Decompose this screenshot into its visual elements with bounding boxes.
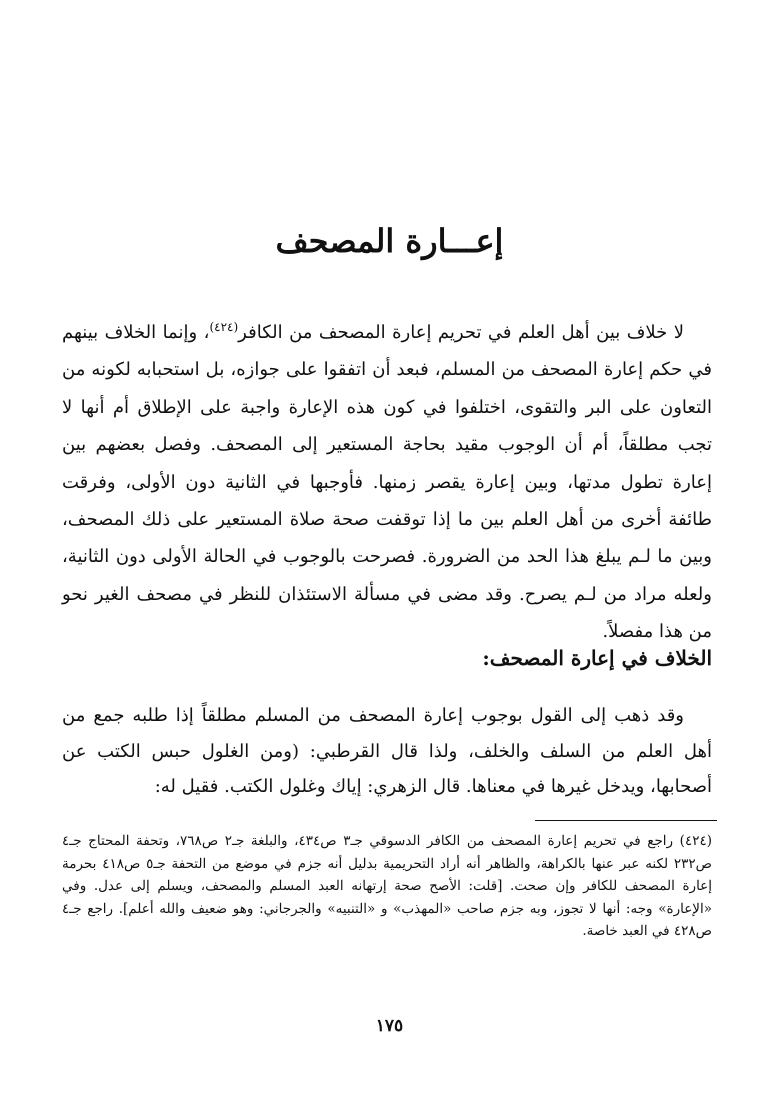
- footnote-reference[interactable]: (٤٢٤): [209, 320, 239, 334]
- footnote-item: [62, 830, 712, 943]
- page-number: ١٧٥: [375, 1016, 404, 1036]
- footnote-number: (٤٢٤): [679, 833, 712, 849]
- paragraph-1-after-ref: ، وإنما الخلاف بينهم في حكم إعارة المصحف من المسلم، فبعد أن اتفقوا على جوازه، بل استحبابه لكونه من التعاون على البر والتقوى، اختلفوا في كون هذه الإعارة واجبة على الإطلاق أم أنها لا تجب مطلقاً، أم أن الوجوب مقيد بحاجة المستعير إلى المصحف. وفصل بعضهم بين إعارة تطول مدتها، وبين إعارة يقصر زمنها. فأوجبها في الثانية دون الأولى، وفرقت طائفة أخرى من أهل العلم بين ما إذا توقفت صحة صلاة المستعير على ذلك المصحف، وبين ما لـم يبلغ هذا الحد من الضرورة. فصرحت بالوجوب في الحالة الأولى دون الثانية، ولعله مراد من لـم يصرح. وقد مضى في مسألة الاستئذان للنظر في مصحف الغير نحو من هذا مفصلاً.: [62, 322, 712, 643]
- page-title: إعـــارة المصحف: [275, 222, 504, 260]
- section-heading: الخلاف في إعارة المصحف:: [482, 646, 712, 670]
- second-paragraph: [62, 698, 712, 805]
- paragraph-1-before-ref: لا خلاف بين أهل العلم في تحريم إعارة المصحف من الكافر: [238, 322, 684, 343]
- main-paragraph: [62, 314, 712, 651]
- footnote-text: راجع في تحريم إعارة المصحف من الكافر الدسوقي جـ٣ ص٤٣٤، والبلغة جـ٢ ص٧٦٨، وتحفة المحتاج جـ٤ ص٢٣٢ لكنه عبر عنها بالكراهة، والظاهر أنه أراد التحريمية بدليل أنه جزم في موضع من التحفة جـ٥ ص٤١٨ بحرمة إعارة المصحف للكافر وإن صحت. [قلت: الأصح صحة إرتهانه العبد المسلم والمصحف، ويسلم إلى عدل. وفي «الإعارة» وجه: أنها لا تجوز، وبه جزم صاحب «المهذب» و «التنبيه» والجرجاني: وهو ضعيف والله أعلم]. راجع جـ٤ ص٤٢٨ في العبد خاصة.: [62, 833, 713, 940]
- footnotes: [62, 830, 712, 943]
- paragraph-1: [62, 314, 712, 651]
- paragraph-2: وقد ذهب إلى القول بوجوب إعارة المصحف من المسلم مطلقاً إذا طلبه جمع من أهل العلم من السلف والخلف، ولذا قال القرطبي: (ومن الغلول حبس الكتب عن أصحابها، ويدخل غيرها في معناها. قال الزهري: إياك وغلول الكتب. فقيل له:: [62, 705, 712, 797]
- footnote-divider: [535, 820, 717, 821]
